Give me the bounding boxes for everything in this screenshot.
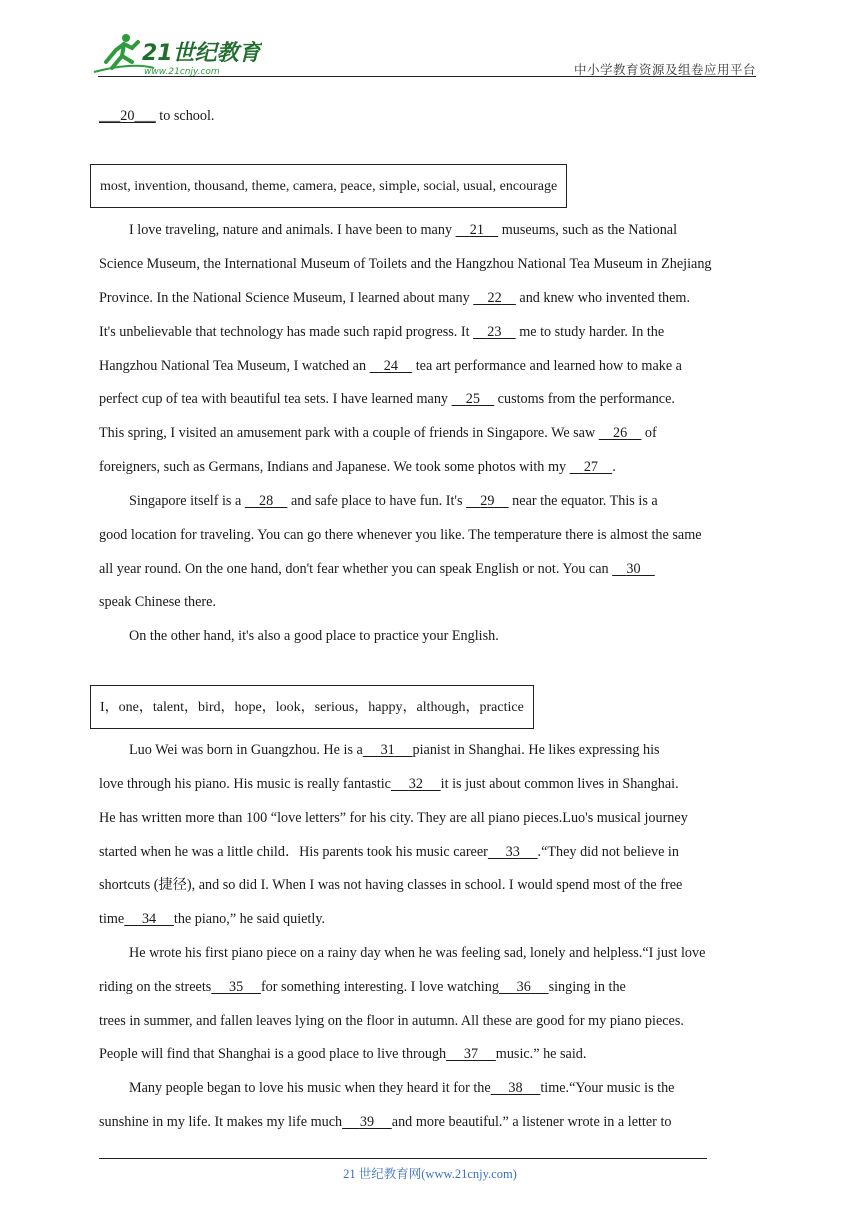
text-line: He wrote his first piano piece on a rainy day when he was feeling sad, lonely and helpless.“I just love — [129, 945, 706, 961]
text-line: People will find that Shanghai is a good place to live through 37 music.” he said. — [99, 1046, 587, 1062]
text-line: ___20___ to school. — [99, 108, 215, 124]
text-line: all year round. On the one hand, don't fear whether you can speak English or not. You can 30 — [99, 559, 655, 579]
blank-37: 37 — [463, 1046, 479, 1062]
blank-34: 34 — [141, 911, 157, 927]
blank-26: 26 — [612, 425, 628, 441]
blank-23: 23 — [487, 324, 502, 340]
blank-38: 38 — [508, 1080, 523, 1096]
text-line: foreigners, such as Germans, Indians and Japanese. We took some photos with my 27 . — [99, 459, 616, 475]
text-line: started when he was a little child．His parents took his music career 33 .“They did not believe in — [99, 844, 679, 860]
text-line: Many people began to love his music when they heard it for the 38 time.“Your music is the — [129, 1080, 675, 1096]
blank-36: 36 — [516, 979, 531, 995]
text-line: shortcuts (捷径), and so did I. When I was not having classes in school. I would spend most of the free — [99, 877, 683, 893]
blank-28: 28 — [259, 493, 274, 509]
text-line: good location for traveling. You can go there whenever you like. The temperature there is almost the same — [99, 527, 702, 543]
text-line: He has written more than 100 “love letters” for his city. They are all piano pieces.Luo's musical journey — [99, 810, 688, 826]
svg-text:www.21cnjy.com: www.21cnjy.com — [144, 67, 220, 77]
text-line: On the other hand, it's also a good place to practice your English. — [129, 628, 499, 644]
blank-22: 22 — [487, 290, 502, 306]
blank-33: 33 — [505, 844, 520, 860]
text-line: This spring, I visited an amusement park with a couple of friends in Singapore. We saw 26 of — [99, 425, 657, 441]
page-header — [0, 0, 860, 80]
blank-25: 25 — [465, 391, 480, 407]
logo-21cnjy — [92, 32, 262, 78]
blank-30: 30 — [626, 561, 641, 577]
word-bank-box-1: most, invention, thousand, theme, camera, peace, simple, social, usual, encourage — [90, 164, 567, 208]
text-line: Hangzhou National Tea Museum, I watched an 24 tea art performance and learned how to make a — [99, 358, 682, 374]
text-line: time 34 the piano,” he said quietly. — [99, 911, 326, 927]
blank-39: 39 — [359, 1114, 375, 1130]
svg-text:21世纪教育: 21世纪教育 — [142, 41, 261, 66]
header-divider — [98, 76, 756, 77]
footer-divider — [99, 1158, 707, 1159]
text-line: It's unbelievable that technology has made such rapid progress. It 23 me to study harder. In the — [99, 324, 665, 340]
text-line: perfect cup of tea with beautiful tea sets. I have learned many 25 customs from the performance. — [99, 391, 675, 407]
blank-31: 31 — [380, 742, 395, 758]
text-line: Singapore itself is a 28 and safe place to have fun. It's 29 near the equator. This is a — [129, 493, 658, 509]
text-line: Province. In the National Science Museum, I learned about many 22 and knew who invented them. — [99, 290, 690, 306]
word-bank-box-2: I，one，talent，bird，hope，look，serious，happy，although，practice — [90, 685, 534, 729]
text-line: speak Chinese there. — [99, 594, 217, 610]
text-line: Science Museum, the International Museum of Toilets and the Hangzhou National Tea Museum in Zhejiang — [99, 256, 712, 272]
blank-29: 29 — [480, 493, 495, 509]
blank-24: 24 — [383, 358, 398, 374]
blank-35: 35 — [229, 979, 244, 995]
text-line: love through his piano. His music is really fantastic 32 it is just about common lives in Shanghai. — [99, 776, 679, 792]
text-line: Luo Wei was born in Guangzhou. He is a 31 pianist in Shanghai. He likes expressing his — [129, 742, 660, 758]
footer-source: 21 世纪教育网(www.21cnjy.com) — [343, 1167, 517, 1181]
text-line: riding on the streets 35 for something interesting. I love watching 36 singing in the — [99, 979, 626, 995]
text-line: trees in summer, and fallen leaves lying on the floor in autumn. All these are good for my piano pieces. — [99, 1013, 684, 1029]
blank-20: ___20___ — [99, 108, 156, 124]
blank-32: 32 — [408, 776, 423, 792]
blank-27: 27 — [583, 459, 598, 475]
text-line: I love traveling, nature and animals. I have been to many 21 museums, such as the National — [129, 222, 678, 238]
text-line: sunshine in my life. It makes my life much 39 and more beautiful.” a listener wrote in a letter to — [99, 1114, 672, 1130]
platform-name: 中小学教育资源及组卷应用平台 — [573, 62, 756, 77]
blank-21: 21 — [469, 222, 484, 238]
